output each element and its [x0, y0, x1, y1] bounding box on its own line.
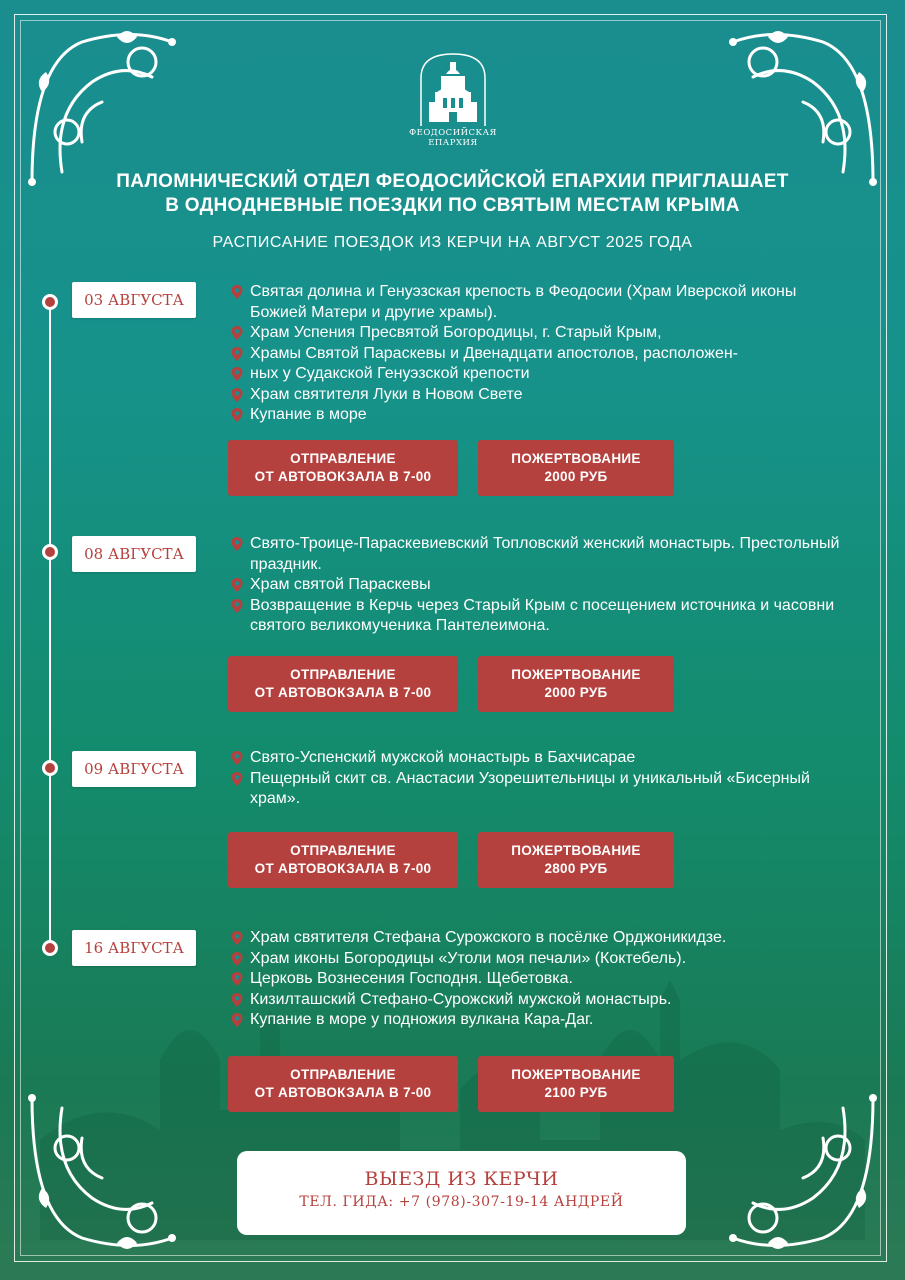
- donation-line1: ПОЖЕРТВОВАНИЕ: [511, 667, 641, 682]
- list-item: [230, 969, 850, 990]
- location-pin-icon: [230, 598, 244, 614]
- departure-line1: ОТПРАВЛЕНИЕ: [290, 1067, 396, 1082]
- timeline-line: [49, 298, 51, 948]
- stop-text: Свято-Успенский мужской монастырь в Бахчисарае: [250, 749, 636, 766]
- list-item: [230, 405, 850, 426]
- page-title: [60, 170, 845, 218]
- stop-text: Кизилташский Стефано-Сурожский мужской монастырь.: [250, 990, 672, 1008]
- schedule-subtitle: РАСПИСАНИЕ ПОЕЗДОК ИЗ КЕРЧИ НА АВГУСТ 2025 ГОДА: [212, 234, 693, 251]
- location-pin-icon: [230, 750, 244, 766]
- departure-line2: ОТ АВТОВОКЗАЛА В 7-00: [254, 861, 432, 876]
- location-pin-icon: [230, 366, 244, 382]
- list-item: [230, 769, 850, 810]
- departure-info-button[interactable]: [228, 1056, 458, 1112]
- donation-button[interactable]: [478, 440, 674, 496]
- stop-text: ных у Судакской Генуэзской крепости: [250, 365, 530, 382]
- location-pin-icon: [230, 284, 244, 300]
- list-item: [230, 385, 850, 406]
- departure-line1: ОТПРАВЛЕНИЕ: [290, 451, 396, 466]
- departure-line2: ОТ АВТОВОКЗАЛА В 7-00: [254, 469, 432, 484]
- departure-info-button[interactable]: [228, 832, 458, 888]
- departure-line2: ОТ АВТОВОКЗАЛА В 7-00: [254, 685, 432, 700]
- page-title-line1: ПАЛОМНИЧЕСКИЙ ОТДЕЛ ФЕОДОСИЙСКОЙ ЕПАРХИИ ПРИГЛАШАЕТ: [116, 171, 789, 192]
- guide-phone[interactable]: ТЕЛ. ГИДА: +7 (978)-307-19-14 АНДРЕЙ: [299, 1194, 624, 1210]
- location-pin-icon: [230, 387, 244, 403]
- location-pin-icon: [230, 930, 244, 946]
- location-pin-icon: [230, 771, 244, 787]
- eparchy-logo: [405, 48, 501, 158]
- donation-button[interactable]: [478, 1056, 674, 1112]
- departure-line1: ОТПРАВЛЕНИЕ: [290, 667, 396, 682]
- stop-text: Святая долина и Генуэзская крепость в Феодосии (Храм Иверской иконы Божией Матери и другие храмы).: [250, 283, 797, 321]
- location-pin-icon: [230, 951, 244, 967]
- departure-city-title: ВЫЕЗД ИЗ КЕРЧИ: [364, 1168, 559, 1190]
- departure-info-button[interactable]: [228, 656, 458, 712]
- departure-line2: ОТ АВТОВОКЗАЛА В 7-00: [254, 1085, 432, 1100]
- list-item: [230, 748, 850, 769]
- donation-line2: 2800 РУБ: [544, 861, 608, 876]
- trip-date-badge: 08 АВГУСТА: [72, 536, 196, 572]
- list-item: [230, 323, 850, 344]
- timeline-dot: [42, 544, 58, 560]
- location-pin-icon: [230, 346, 244, 362]
- logo-caption-line2: ЕПАРХИЯ: [428, 138, 478, 148]
- list-item: [230, 282, 850, 323]
- donation-button[interactable]: [478, 656, 674, 712]
- stop-text: Храм святой Параскевы: [250, 576, 431, 593]
- location-pin-icon: [230, 1012, 244, 1028]
- stop-text: Возвращение в Керчь через Старый Крым с посещением источника и часовни святого великомученика Пантелеимона.: [250, 596, 835, 634]
- ornament-corner-icon: [713, 22, 883, 192]
- trip-date-badge: 03 АВГУСТА: [72, 282, 196, 318]
- timeline-dot: [42, 760, 58, 776]
- cathedral-logo-icon: [405, 48, 501, 128]
- stop-text: Пещерный скит св. Анастасии Узорешительницы и уникальный «Бисерный храм».: [250, 769, 810, 807]
- list-item: [230, 596, 850, 637]
- list-item: [230, 949, 850, 970]
- trip-stops-list: [230, 748, 850, 810]
- list-item: [230, 928, 850, 949]
- list-item: [230, 344, 850, 365]
- location-pin-icon: [230, 992, 244, 1008]
- logo-caption: [405, 128, 501, 148]
- trip-stops-list: [230, 282, 850, 426]
- trip-date-badge: 16 АВГУСТА: [72, 930, 196, 966]
- timeline-dot: [42, 940, 58, 956]
- stop-text: Храмы Святой Параскевы и Двенадцати апостолов, расположен-: [250, 344, 738, 362]
- trip-date-badge: 09 АВГУСТА: [72, 751, 196, 787]
- trip-stops-list: [230, 928, 850, 1031]
- location-pin-icon: [230, 536, 244, 552]
- stop-text: Храм иконы Богородицы «Утоли моя печали» (Коктебель).: [250, 949, 687, 967]
- departure-info-button[interactable]: [228, 440, 458, 496]
- donation-line2: 2000 РУБ: [544, 469, 608, 484]
- timeline-dot: [42, 294, 58, 310]
- departure-line1: ОТПРАВЛЕНИЕ: [290, 843, 396, 858]
- ornament-corner-icon: [713, 1088, 883, 1258]
- trip-stops-list: [230, 534, 850, 637]
- stop-text: Храм святителя Стефана Сурожского в посёлке Орджоникидзе.: [250, 929, 727, 946]
- contact-box: [237, 1151, 686, 1235]
- donation-line2: 2000 РУБ: [544, 685, 608, 700]
- page-title-line2: В ОДНОДНЕВНЫЕ ПОЕЗДКИ ПО СВЯТЫМ МЕСТАМ КРЫМА: [165, 195, 740, 216]
- location-pin-icon: [230, 407, 244, 423]
- ornament-corner-icon: [22, 22, 192, 192]
- location-pin-icon: [230, 971, 244, 987]
- location-pin-icon: [230, 325, 244, 341]
- stop-text: Храм святителя Луки в Новом Свете: [250, 385, 523, 403]
- location-pin-icon: [230, 577, 244, 593]
- donation-line1: ПОЖЕРТВОВАНИЕ: [511, 1067, 641, 1082]
- stop-text: Храм Успения Пресвятой Богородицы, г. Старый Крым,: [250, 324, 662, 341]
- donation-line2: 2100 РУБ: [544, 1085, 608, 1100]
- stop-text: Церковь Вознесения Господня. Щебетовка.: [250, 970, 573, 987]
- list-item: [230, 534, 850, 575]
- donation-line1: ПОЖЕРТВОВАНИЕ: [511, 451, 641, 466]
- logo-caption-line1: ФЕОДОСИЙСКАЯ: [409, 128, 497, 138]
- list-item: [230, 1010, 850, 1031]
- ornament-corner-icon: [22, 1088, 192, 1258]
- stop-text: Купание в море: [250, 406, 367, 423]
- list-item: [230, 990, 850, 1011]
- list-item: [230, 364, 850, 385]
- list-item: [230, 575, 850, 596]
- donation-button[interactable]: [478, 832, 674, 888]
- stop-text: Купание в море у подножия вулкана Кара-Даг.: [250, 1011, 594, 1028]
- stop-text: Свято-Троице-Параскевиевский Топловский женский монастырь. Престольный праздник.: [250, 535, 840, 573]
- donation-line1: ПОЖЕРТВОВАНИЕ: [511, 843, 641, 858]
